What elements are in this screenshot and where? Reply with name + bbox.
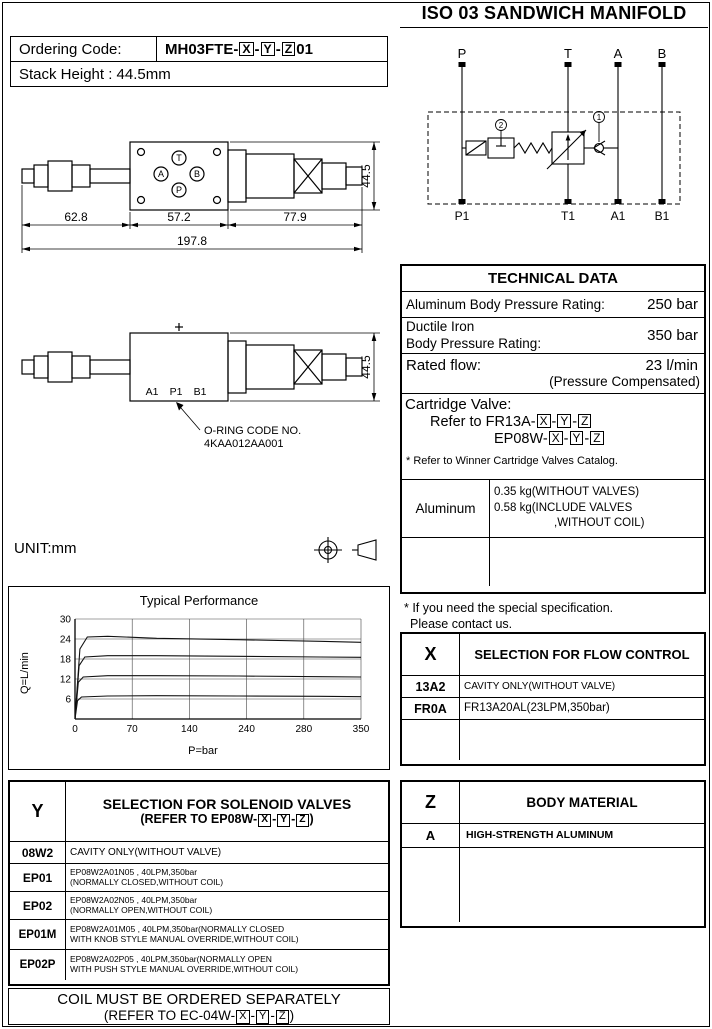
x-row-code: 13A2: [402, 676, 460, 697]
code-box-y: Y: [557, 414, 571, 428]
y-row-code: EP01: [10, 864, 66, 891]
y-row-desc-line1: CAVITY ONLY(WITHOUT VALVE): [70, 846, 222, 858]
code-dash: -: [584, 431, 590, 447]
label-port-b: B: [657, 46, 667, 61]
performance-chart: [8, 586, 390, 770]
chart-y-tick-label: 6: [65, 694, 71, 706]
technical-data-title: TECHNICAL DATA: [402, 266, 704, 292]
weight-line1: 0.35 kg(WITHOUT VALVES): [494, 486, 640, 499]
x-row-desc: FR13A20AL(23LPM,350bar): [464, 701, 610, 714]
chart-x-tick-label: 0: [72, 724, 78, 735]
z-table-row: [402, 824, 704, 848]
y-row-code: EP02P: [10, 950, 66, 980]
port-letter-p: P: [175, 185, 183, 195]
y-table: [8, 780, 390, 986]
chart-x-tick-label: 240: [238, 724, 255, 735]
cartridge-ref2-text: EP08W-: [494, 431, 548, 447]
valve-outline: [22, 142, 362, 210]
y-table-row: [10, 864, 388, 892]
y-row-desc-line1: EP08W2A02N05 , 40LPM,350bar: [70, 894, 198, 905]
check-valve-symbol: [584, 141, 618, 155]
chart-x-tick-label: 140: [181, 724, 198, 735]
catalog-note: * Refer to Winner Cartridge Valves Catalog.: [406, 455, 618, 467]
solenoid-valve-symbol: [462, 138, 552, 158]
dimension-labels: [64, 164, 373, 248]
x-table-header: [402, 634, 704, 676]
special-note: [404, 600, 613, 633]
ordering-label: Ordering Code:: [11, 37, 157, 61]
port-lines: [462, 67, 662, 204]
callout-2: 2: [498, 121, 504, 130]
label-port-a1: A1: [610, 209, 626, 223]
dim-44-5: 44.5: [359, 355, 373, 379]
cartridge-ref1-text: Refer to FR13A-: [430, 414, 536, 430]
y-row-desc-line1: EP08W2A01N05 , 40LPM,350bar: [70, 866, 198, 877]
code-dash: -: [291, 812, 296, 827]
x-row-desc: CAVITY ONLY(WITHOUT VALVE): [464, 680, 616, 692]
callout-marks: [496, 112, 605, 143]
code-box-x: X: [537, 414, 551, 428]
dim-77-9: 77.9: [283, 210, 307, 224]
code-box-x: X: [549, 431, 563, 445]
chart-y-tick-label: 18: [59, 654, 71, 666]
oring-callout: [204, 355, 373, 450]
technical-data-table: [400, 264, 706, 594]
special-note-line1: * If you need the special specification.: [404, 601, 614, 615]
cartridge-valve-row: [402, 394, 704, 480]
hydraulic-schematic: [400, 46, 706, 241]
chart-x-tick-label: 70: [126, 724, 138, 735]
chart-series-flow-19lpm: [75, 656, 361, 719]
dim-62-8: 62.8: [64, 210, 88, 224]
projection-symbol-icon: [314, 537, 342, 563]
code-box-x: X: [239, 42, 253, 57]
dim-197-8: 197.8: [176, 234, 208, 248]
code-box-z: Z: [276, 1010, 289, 1024]
top-view-drawing: [14, 128, 386, 268]
cartridge-ref-2: [402, 431, 704, 447]
y-row-code: 08W2: [10, 842, 66, 863]
code-dash: -: [272, 812, 277, 827]
code-dash: -: [563, 431, 569, 447]
rated-flow-label: Rated flow:: [406, 357, 482, 374]
z-table-key: Z: [402, 782, 460, 823]
projection-symbols: [312, 534, 388, 566]
coil-note-box: [8, 988, 390, 1025]
manifold-envelope: [428, 112, 680, 204]
x-table-title: SELECTION FOR FLOW CONTROL: [474, 647, 690, 662]
code-dash: -: [270, 1008, 275, 1023]
chart-title: Typical Performance: [139, 593, 259, 608]
weight-empty-cell: [402, 538, 490, 586]
code-dash: -: [250, 1008, 255, 1023]
code-box-z: Z: [296, 814, 308, 827]
label-p1: P1: [169, 386, 183, 398]
y-row-desc-line2: (NORMALLY OPEN,WITHOUT COIL): [70, 904, 213, 915]
weight-line2: 0.58 kg(INCLUDE VALVES: [494, 501, 633, 514]
rated-flow-row: [402, 354, 704, 394]
code-box-y: Y: [261, 42, 275, 57]
x-table-key: X: [402, 634, 460, 675]
label-b1: B1: [193, 386, 207, 398]
rated-flow-value: 23 l/min: [645, 357, 698, 374]
code-dash: -: [551, 414, 557, 430]
chart-plot-area: [45, 611, 375, 743]
ordering-code-suffix: 01: [296, 40, 313, 58]
z-table-empty-row: [402, 848, 704, 922]
weight-empty-row: [402, 538, 704, 586]
aluminum-rating-row: [402, 292, 704, 318]
chart-x-tick-label: 350: [352, 724, 370, 735]
bottom-port-labels: [146, 386, 207, 398]
side-view-drawing: [14, 312, 386, 462]
z-row-code: A: [402, 824, 460, 847]
y-row-desc-line1: EP08W2A02P05 , 40LPM,350bar(NORMALLY OPEN: [70, 954, 272, 965]
x-row-code: FR0A: [402, 698, 460, 719]
x-table-empty-row: [402, 720, 704, 760]
cartridge-label: Cartridge Valve:: [405, 396, 512, 413]
y-table-title-line2: [140, 812, 313, 827]
y-row-code: EP01M: [10, 920, 66, 949]
code-dash: -: [254, 40, 260, 58]
y-table-row: [10, 920, 388, 950]
z-table: [400, 780, 706, 928]
code-box-y: Y: [277, 814, 290, 827]
callout-1: 1: [596, 113, 602, 122]
port-letter-t: T: [176, 153, 182, 163]
y-row-desc-line1: EP08W2A01M05 , 40LPM,350bar(NORMALLY CLOSED: [70, 923, 285, 934]
oring-label-line1: O-RING CODE NO.: [204, 425, 302, 437]
z-table-title: BODY MATERIAL: [526, 795, 638, 810]
valve-outline: [22, 323, 362, 401]
aluminum-rating-label: Aluminum Body Pressure Rating:: [406, 297, 605, 312]
ductile-label-line2: Body Pressure Rating:: [406, 335, 542, 351]
label-a1: A1: [145, 386, 159, 398]
aluminum-rating-value: 250 bar: [647, 296, 698, 313]
code-box-x: X: [236, 1010, 249, 1024]
rated-flow-note: (Pressure Compensated): [549, 374, 700, 389]
chart-series-flow-13lpm: [75, 676, 361, 719]
label-port-t: T: [564, 46, 572, 61]
label-port-p: P: [457, 46, 467, 61]
chart-x-tick-label: 280: [295, 724, 313, 735]
coil-note-suffix: ): [289, 1008, 295, 1023]
schematic-port-labels: [455, 46, 670, 223]
chart-x-axis-label: P=bar: [188, 745, 218, 757]
code-box-z: Z: [590, 431, 603, 445]
port-letter-a: A: [157, 169, 165, 179]
chart-y-tick-label: 30: [59, 614, 71, 626]
code-box-y: Y: [256, 1010, 269, 1024]
y-table-row: [10, 892, 388, 920]
ordering-box: [10, 36, 388, 87]
dimension-lines: [181, 333, 380, 430]
oring-label-line2: 4KAA012AA001: [204, 438, 284, 450]
x-table-row: [402, 698, 704, 720]
chart-series-flow-24lpm: [75, 636, 361, 719]
chart-y-axis-label: Q=L/min: [19, 652, 31, 694]
coil-note-line2: [9, 1008, 389, 1024]
y-row-desc-line2: (NORMALLY CLOSED,WITHOUT COIL): [70, 876, 224, 887]
dim-44-5: 44.5: [359, 164, 373, 188]
ductile-rating-row: [402, 318, 704, 354]
special-note-line2: Please contact us.: [410, 617, 513, 632]
y-table-row: [10, 950, 388, 980]
dim-57-2: 57.2: [167, 210, 191, 224]
y-table-header: [10, 782, 388, 842]
label-port-p1: P1: [454, 209, 470, 223]
y-table-row: [10, 842, 388, 864]
z-row-desc: HIGH-STRENGTH ALUMINUM: [466, 829, 614, 842]
x-table-row: [402, 676, 704, 698]
y-table-title-line1: SELECTION FOR SOLENOID VALVES: [102, 796, 352, 813]
flow-control-symbol: [547, 130, 586, 169]
weight-material: Aluminum: [402, 480, 490, 537]
y-title-prefix: (REFER TO EP08W-: [140, 812, 258, 827]
chart-y-tick-label: 12: [59, 674, 71, 686]
cartridge-ref-1: [402, 414, 704, 430]
label-port-a: A: [613, 46, 623, 61]
ordering-row: [11, 37, 387, 62]
stack-height: Stack Height : 44.5mm: [19, 65, 171, 83]
weight-line3: ,WITHOUT COIL): [554, 517, 645, 530]
y-table-key: Y: [10, 782, 66, 841]
cone-symbol-icon: [352, 540, 376, 560]
coil-note-prefix: (REFER TO EC-04W-: [103, 1008, 236, 1023]
ordering-code-prefix: MH03FTE-: [165, 40, 239, 58]
z-table-header: [402, 782, 704, 824]
port-symbols: [459, 62, 666, 204]
code-box-z: Z: [282, 42, 296, 57]
spring-symbol: [514, 143, 552, 153]
code-dash: -: [572, 414, 578, 430]
code-dash: -: [275, 40, 281, 58]
x-table: [400, 632, 706, 766]
code-box-z: Z: [578, 414, 591, 428]
ductile-label-line1: Ductile Iron: [406, 318, 475, 334]
coil-note-line1: COIL MUST BE ORDERED SEPARATELY: [57, 991, 341, 1008]
port-letters: [158, 153, 200, 195]
ordering-code: [157, 41, 313, 58]
label-port-b1: B1: [654, 209, 670, 223]
weight-row: [402, 480, 704, 538]
unit-label: UNIT:mm: [14, 540, 77, 557]
code-box-y: Y: [570, 431, 584, 445]
y-title-suffix: ): [309, 812, 314, 827]
chart-y-tick-label: 24: [59, 634, 71, 646]
ductile-rating-value: 350 bar: [647, 327, 698, 344]
code-box-x: X: [258, 814, 271, 827]
label-port-t1: T1: [560, 209, 576, 223]
y-row-desc-line2: WITH PUSH STYLE MANUAL OVERRIDE,WITHOUT COIL): [70, 964, 299, 974]
callout-numbers: [499, 113, 602, 130]
y-row-desc-line2: WITH KNOB STYLE MANUAL OVERRIDE,WITHOUT COIL): [70, 933, 299, 944]
port-letter-b: B: [193, 169, 201, 179]
page-title: ISO 03 SANDWICH MANIFOLD: [400, 3, 708, 28]
y-row-code: EP02: [10, 892, 66, 919]
